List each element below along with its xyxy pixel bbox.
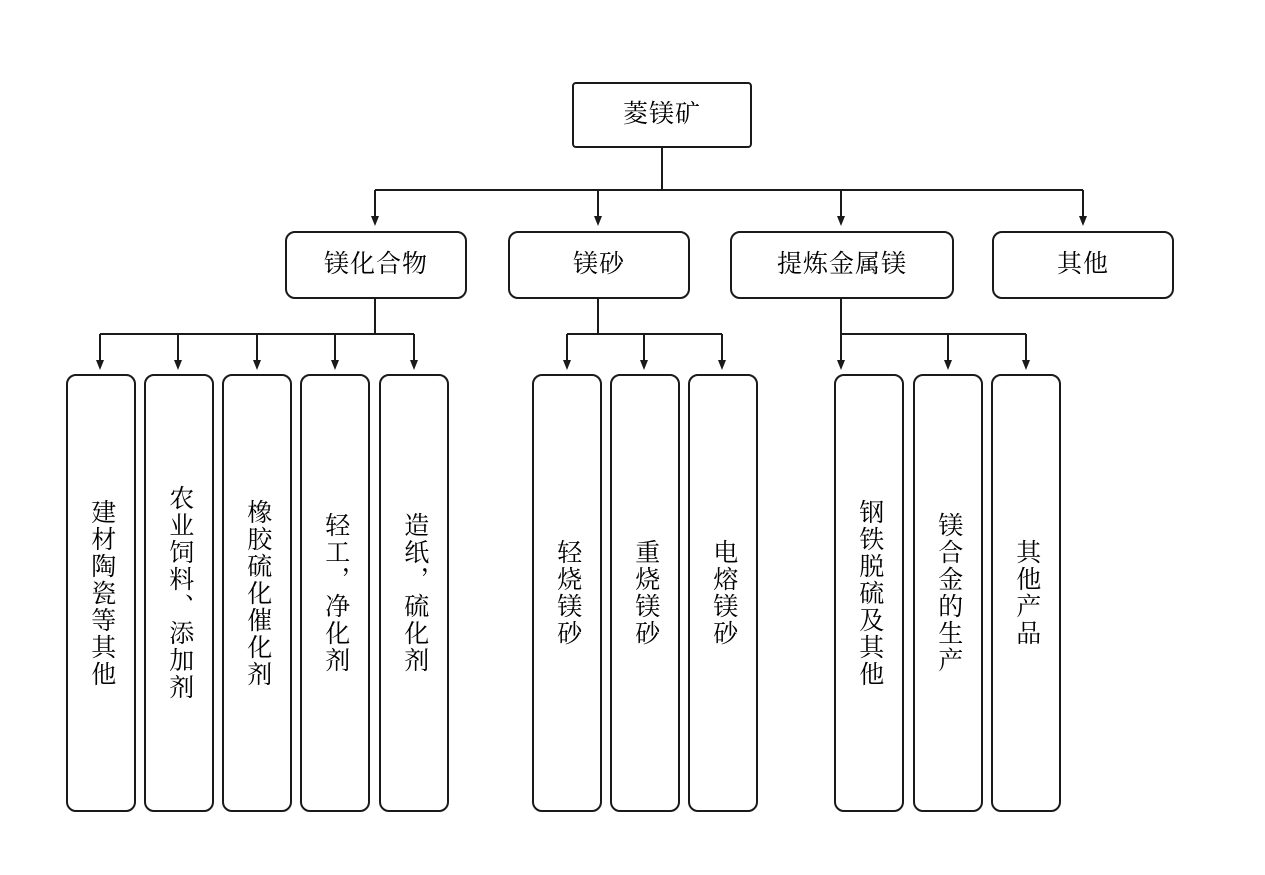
node-fused[interactable] — [688, 374, 758, 812]
node-steel-desulfurization[interactable] — [834, 374, 904, 812]
node-mg-alloy-label: 镁合金的生产 — [934, 512, 962, 674]
node-other-products-label: 其他产品 — [1012, 539, 1040, 647]
node-other-products[interactable] — [991, 374, 1061, 812]
node-heavy-burned[interactable] — [610, 374, 680, 812]
node-light-burned[interactable] — [532, 374, 602, 812]
node-light-industry-label: 轻工，净化剂 — [321, 512, 349, 674]
node-light-industry[interactable] — [300, 374, 370, 812]
node-agriculture-feed[interactable] — [144, 374, 214, 812]
node-mg-alloy[interactable] — [913, 374, 983, 812]
node-building-ceramics-label: 建材陶瓷等其他 — [87, 498, 115, 688]
node-papermaking[interactable] — [379, 374, 449, 812]
node-papermaking-label: 造纸，硫化剂 — [400, 512, 428, 674]
node-other-label: 其他 — [1056, 251, 1109, 278]
node-light-burned-label: 轻烧镁砂 — [553, 539, 581, 647]
node-fused-label: 电熔镁砂 — [709, 539, 737, 647]
node-mg-metal-label: 提炼金属镁 — [776, 251, 907, 278]
node-agriculture-feed-label: 农业饲料、添加剂 — [165, 485, 193, 701]
node-other[interactable] — [992, 231, 1174, 299]
node-root[interactable] — [572, 82, 752, 148]
node-rubber-vulcanization[interactable] — [222, 374, 292, 812]
node-mg-compound[interactable] — [285, 231, 467, 299]
node-mg-metal[interactable] — [730, 231, 954, 299]
node-heavy-burned-label: 重烧镁砂 — [631, 539, 659, 647]
node-root-label: 菱镁矿 — [622, 101, 701, 128]
node-mg-sand-label: 镁砂 — [572, 251, 625, 278]
node-mg-compound-label: 镁化合物 — [323, 251, 428, 278]
node-mg-sand[interactable] — [508, 231, 690, 299]
node-steel-desulfurization-label: 钢铁脱硫及其他 — [855, 498, 883, 688]
node-rubber-vulcanization-label: 橡胶硫化催化剂 — [243, 498, 271, 688]
node-building-ceramics[interactable] — [66, 374, 136, 812]
